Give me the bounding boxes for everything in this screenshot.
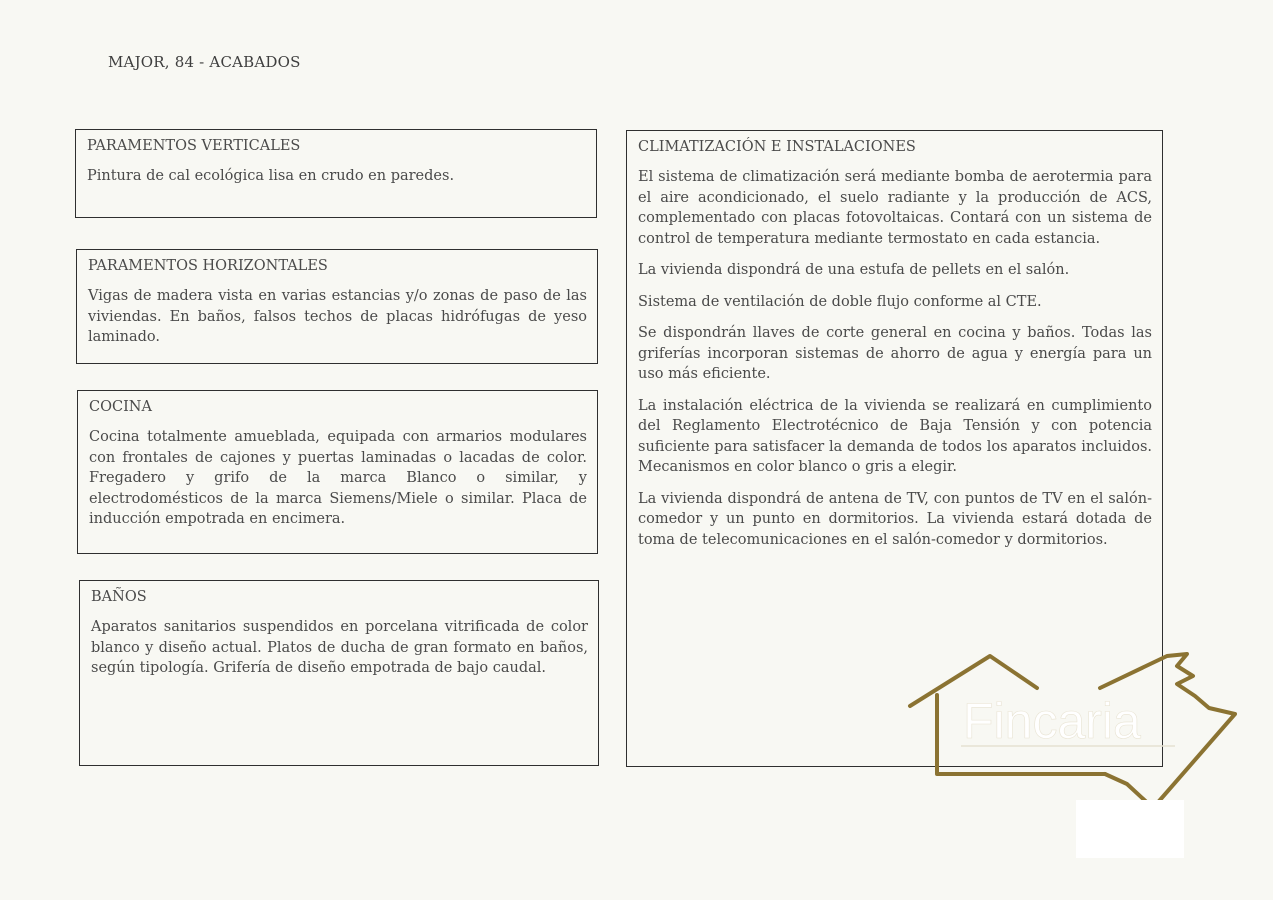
section-title: PARAMENTOS HORIZONTALES (88, 258, 328, 274)
section-paragraph: Se dispondrán llaves de corte general en cocina y baños. Todas las griferías incorporan sistemas de ahorro de agua y energía para un uso más eficiente. (638, 325, 1152, 382)
section-paragraph: La instalación eléctrica de la vivienda se realizará en cumplimiento del Reglamento Electrotécnico de Baja Tensión y con potencia suficiente para satisfacer la demanda de todos los aparatos incluidos. Mecanismos en color blanco o gris a elegir. (638, 397, 1152, 475)
section-cocina (77, 390, 598, 554)
section-banos (79, 580, 599, 766)
section-paragraph: La vivienda dispondrá de una estufa de pellets en el salón. (638, 262, 1070, 278)
section-title: BAÑOS (91, 589, 147, 605)
section-paragraph: Cocina totalmente amueblada, equipada con armarios modulares con frontales de cajones y puertas laminadas o lacadas de color. Fregadero y grifo de la marca Blanco o similar, y electrodomésticos de la marca Siemens/Miele o similar. Placa de inducción empotrada en encimera. (89, 429, 587, 527)
section-title: PARAMENTOS VERTICALES (87, 138, 301, 154)
logo-text: Fincaria (963, 693, 1141, 749)
section-paragraph: Pintura de cal ecológica lisa en crudo en paredes. (87, 168, 455, 184)
section-paragraph: La vivienda dispondrá de antena de TV, con puntos de TV en el salón-comedor y un punto en dormitorios. La vivienda estará dotada de toma de telecomunicaciones en el salón-comedor y dormitorios. (638, 490, 1152, 548)
section-paragraph: El sistema de climatización será mediante bomba de aerotermia para el aire acondicionado, el suelo radiante y la producción de ACS, complementado con placas fotovoltaicas. Contará con un sistema de control de temperatura mediante termostato en cada estancia. (638, 169, 1152, 247)
page-title: MAJOR, 84 - ACABADOS (108, 53, 301, 71)
logo-badge (1076, 800, 1184, 858)
section-paragraph: Sistema de ventilación de doble flujo conforme al CTE. (638, 293, 1042, 310)
section-paramentos-horizontales (76, 249, 598, 364)
section-paramentos-verticales (75, 129, 597, 218)
section-paragraph: Aparatos sanitarios suspendidos en porcelana vitrificada de color blanco y diseño actual. Platos de ducha de gran formato en baños, según tipología. Grifería de diseño empotrada de bajo caudal. (91, 619, 588, 676)
section-title: COCINA (89, 399, 152, 415)
house-logo-icon (905, 648, 1240, 813)
section-title: CLIMATIZACIÓN E INSTALACIONES (638, 139, 916, 155)
section-paragraph: Vigas de madera vista en varias estancias y/o zonas de paso de las viviendas. En baños, falsos techos de placas hidrófugas de yeso laminado. (88, 288, 587, 345)
